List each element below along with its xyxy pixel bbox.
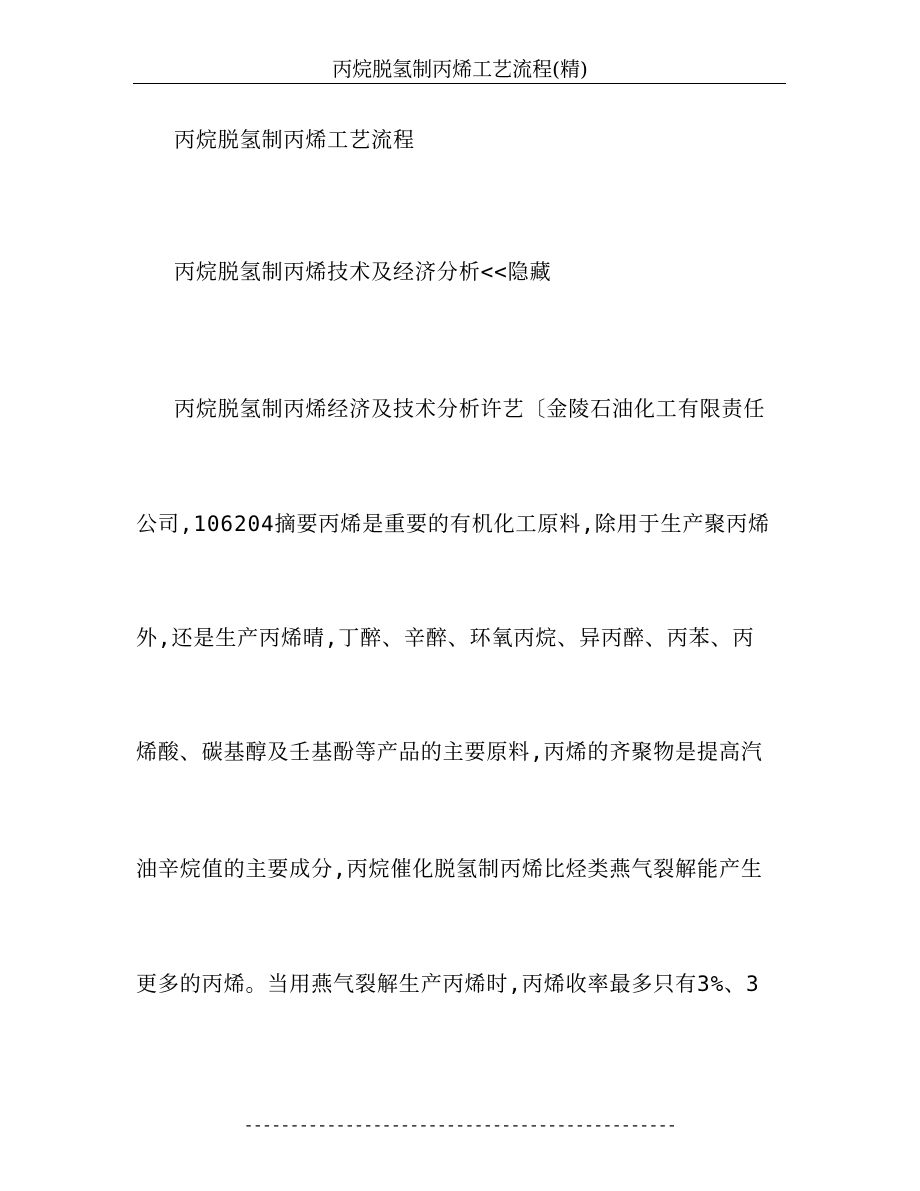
paragraph-line: 更多的丙烯。当用燕气裂解生产丙烯时,丙烯收率最多只有3%、3 (136, 972, 760, 996)
paragraph-line: 外,还是生产丙烯晴,丁醉、辛醉、环氧丙烷、异丙醉、丙苯、丙 (136, 626, 755, 650)
paragraph-line: 公司,106204摘要丙烯是重要的有机化工原料,除用于生产聚丙烯 (136, 512, 770, 536)
header-divider (133, 83, 786, 84)
paragraph-line: 丙烷脱氢制丙烯经济及技术分析许艺〔金陵石油化工有限责任 (174, 397, 766, 421)
footer-dashed-rule: ----------------------------------------------- (243, 1117, 677, 1135)
page-header-title: 丙烷脱氢制丙烯工艺流程(精) (332, 57, 588, 81)
paragraph-line: 油辛烷值的主要成分,丙烷催化脱氢制丙烯比烃类燕气裂解能产生 (136, 857, 763, 881)
paragraph-line: 烯酸、碳基醇及壬基酚等产品的主要原料,丙烯的齐聚物是提高汽 (136, 740, 763, 764)
document-heading: 丙烷脱氢制丙烯工艺流程 (174, 128, 415, 152)
paragraph-line: 丙烷脱氢制丙烯技术及经济分析<<隐藏 (174, 260, 552, 284)
